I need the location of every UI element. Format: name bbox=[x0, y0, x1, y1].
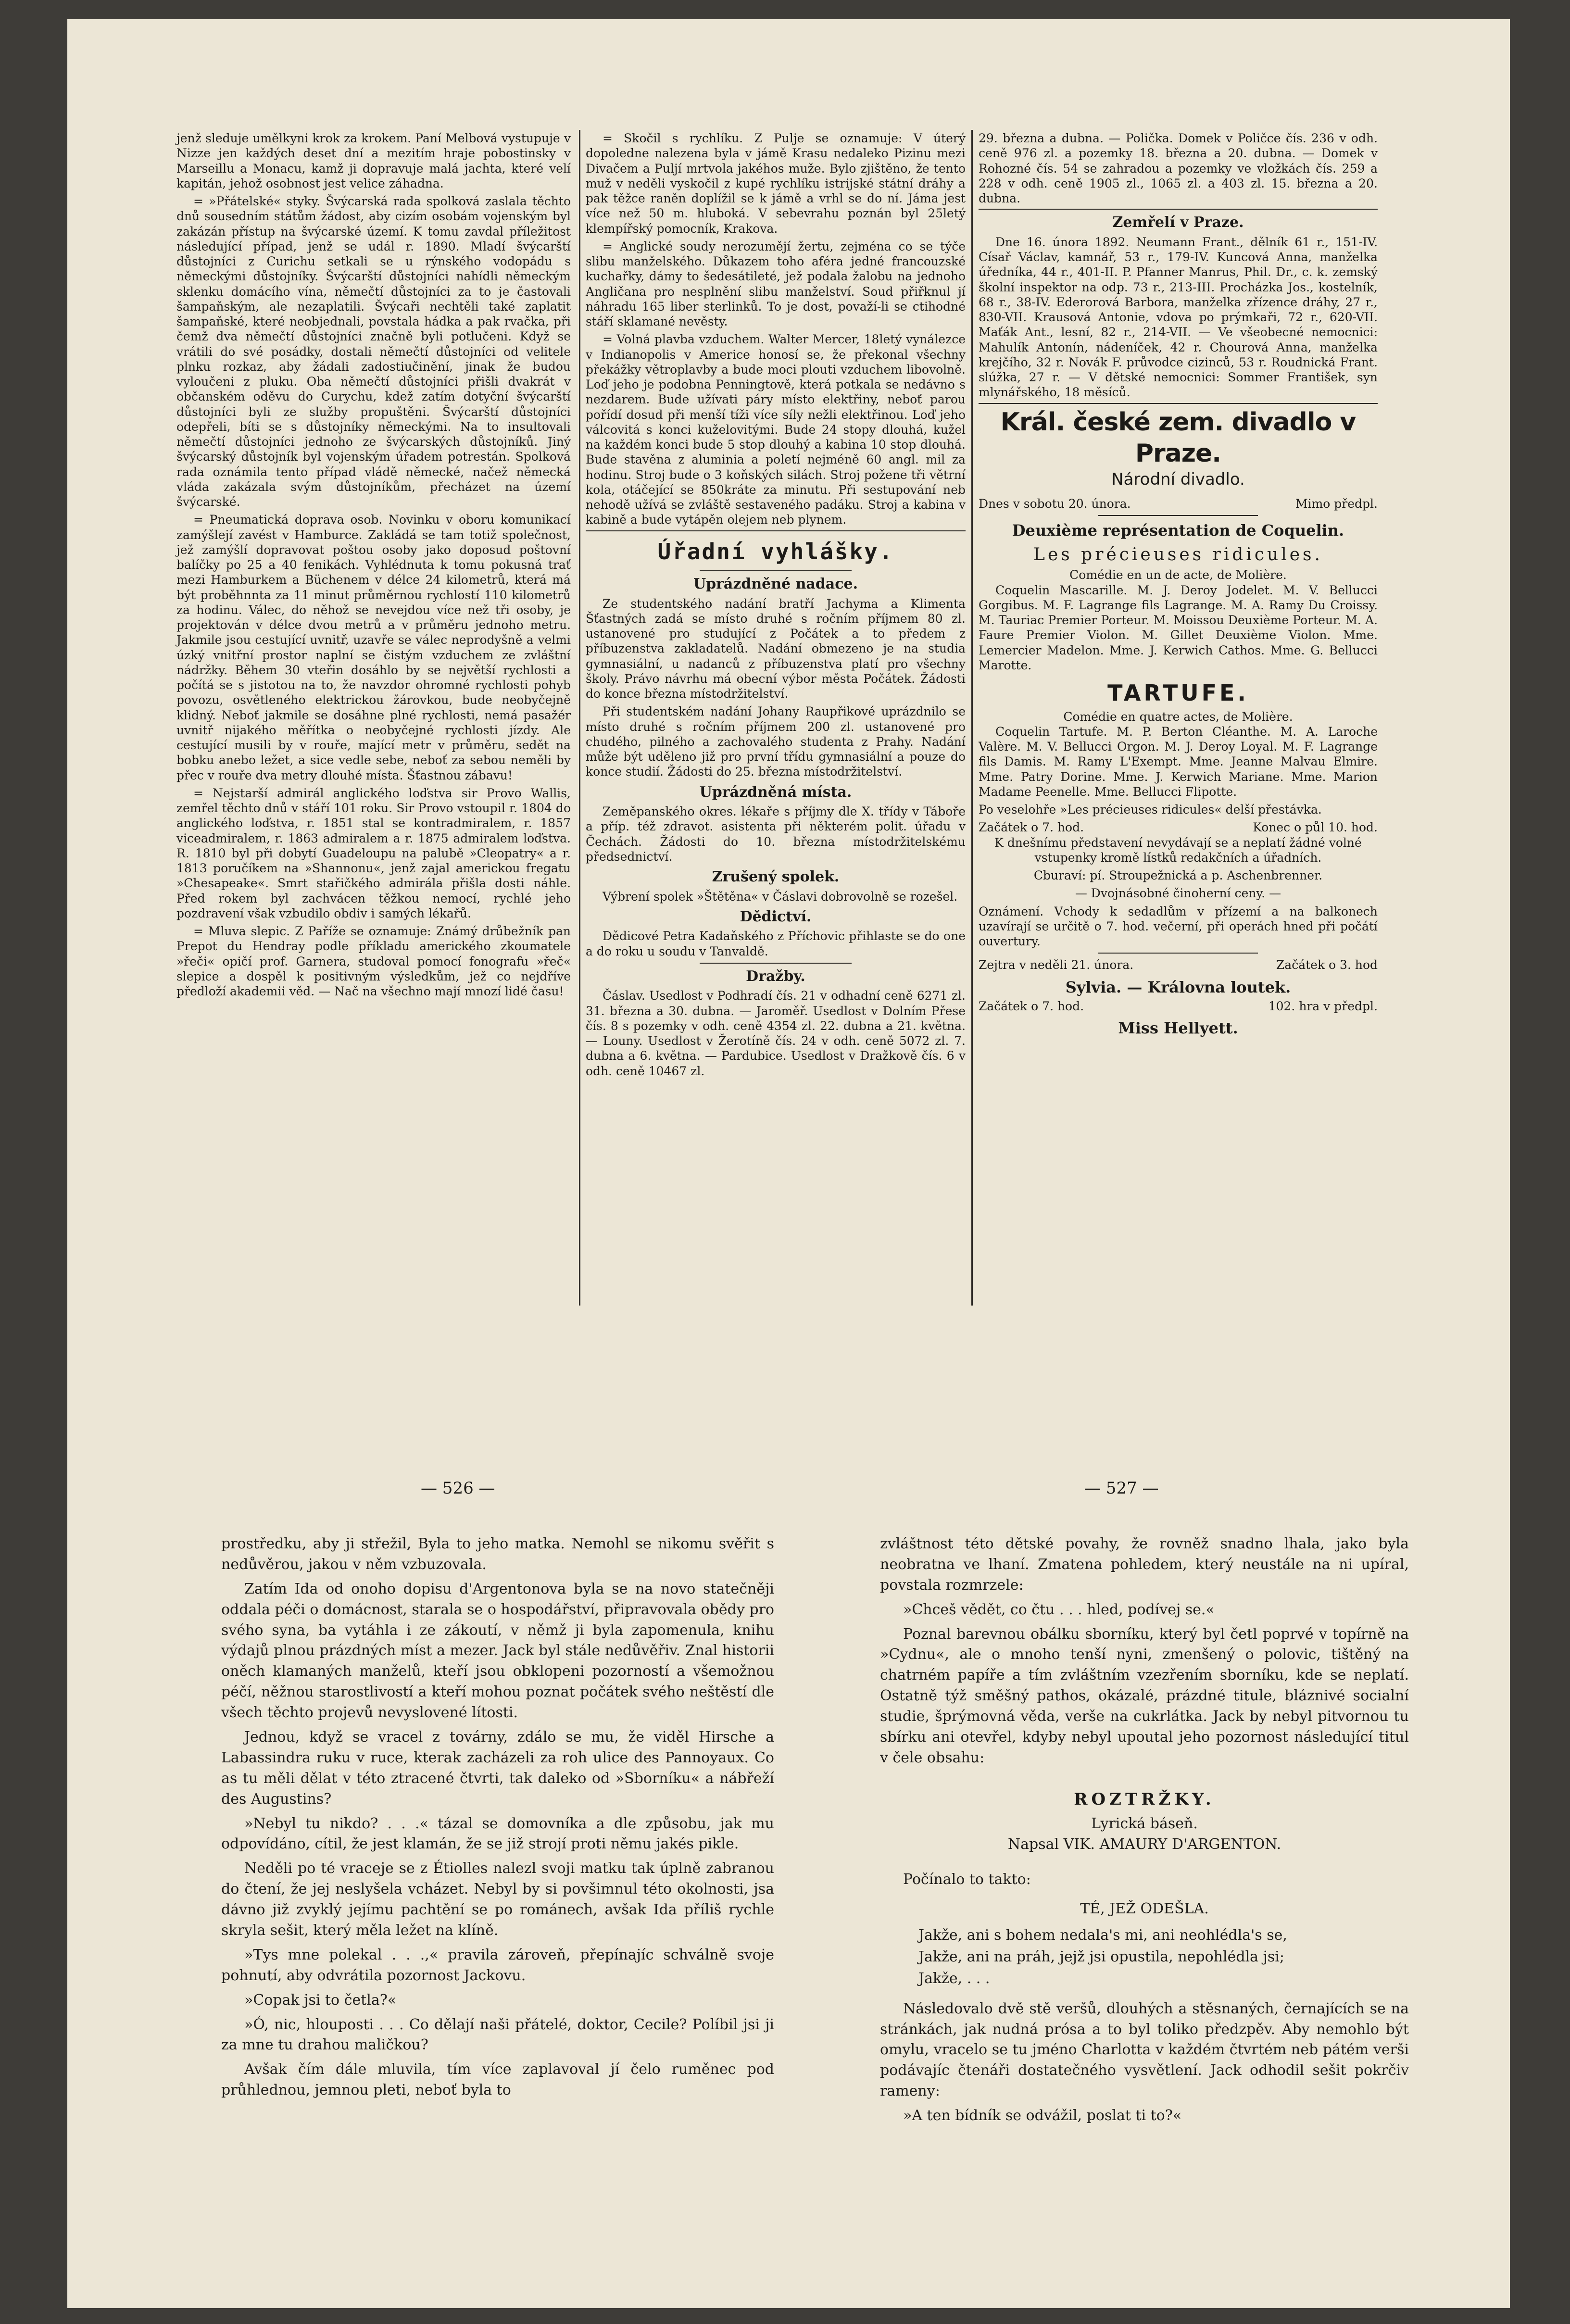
play-title: Les précieuses ridicules. bbox=[1033, 545, 1323, 565]
novel-paragraph: Následovalo dvě stě veršů, dlouhých a stěsnaných, černajících se na stránkách, jak nudná prósa a to byl toliko předzpěv. Aby nemohlo být omylu, vracelo se tu jméno Charlotta v každém čtvrtém neb pátém verši podávajíc čtenáři dostatečného vysvětlení. Jack odhodil sešit pokrčiv rameny: bbox=[880, 2000, 1409, 2100]
deaths-list: Dne 16. února 1892. Neumann Frant., dělník 61 r., 151-IV. Císař Václav, kamnář, 53 r., 179-IV. Kuncová Anna, manželka úředníka, 44 r., 401-II. P. Pfanner Manrus, Phil. Dr., c. k. zemský školní inspektor na odp. 73 r., 213-III. Procházka Jos., kostelník, 68 r., 38-IV. Ederorová Barbora, manželka zřízence dráhy, 27 r., 830-VII. Krausová Antonie, vdova po prýmkaři, 72 r., 620-VII. Maťák Ant., lesní, 82 r., 214-VII. — Ve všeobecné nemocnici: Mahulík Antonín, nádeníček, 42 r. Chourová Anna, manželka krejčího, 32 r. Novák F. průvodce cizinců, 53 r. Roudnická Frant. slúžka, 27 r. — V dětské nemocnici: Sommer František, syn mlynářského, 18 měsíců. bbox=[979, 235, 1378, 400]
article-melba: jenž sleduje umělkyni krok za krokem. Paní Melbová vystupuje v Nizze jen každých deset dní a mezitím hraje pobostinsky v Marseillu a Monacu, kamž ji dopravuje malá jachta, které velí kapitán, jehož osobnost jest velice záhadna. bbox=[176, 131, 571, 190]
article-admiral: = Nejstarší admirál anglického loďstva sir Provo Wallis, zemřel těchto dnů v stáří 101 roku. Sir Provo vstoupil r. 1804 do anglického loďstva, r. 1851 stal se kontradmiralem, r. 1857 viceadmiralem, r. 1863 admiralem a r. 1875 admiralem loďstva. R. 1810 byl při dobytí Guadeloupu na palubě »Cleopatry« a r. 1813 poručíkem na »Shannonu«, jenž zajal americkou fregatu »Chesapeake«. Smrt stařičkého admirála přišla dosti náhle. Před rokem byl zachvácen těžkou nemocí, rychlé jeho pozdravení však vzbudilo obdiv i samých lékařů. bbox=[176, 786, 571, 920]
next-play: Sylvia. — Královna loutek. bbox=[1065, 978, 1291, 996]
column-notices-3 bbox=[979, 131, 1378, 1040]
novel-paragraph: Avšak čím dále mluvila, tím více zaplavoval jí čelo ruměnec pod průhlednou, jemnou pleti, neboť byla to bbox=[221, 2061, 774, 2099]
performance-title: Deuxième représentation de Coquelin. bbox=[1012, 521, 1344, 540]
poem-verse: Jakže, ani s bohem nedala's mi, ani neohlédla's se, bbox=[918, 1926, 1287, 1944]
section-title: Uprázdněná místa. bbox=[699, 783, 852, 801]
poem-verse: Jakže, . . . bbox=[918, 1970, 990, 1987]
next-play: Miss Hellyett. bbox=[1118, 1018, 1238, 1037]
novel-paragraph: prostředku, aby ji střežil, Byla to jeho matka. Nemohl se nikomu svěřit s nedůvěrou, jakou v něm vzbuzovala. bbox=[221, 1535, 774, 1573]
play-genre: Comédie en quatre actes, de Molière. bbox=[1063, 709, 1293, 724]
guest-actors: Cburaví: pí. Stroupežnická a p. Aschenbrenner. bbox=[1033, 868, 1323, 882]
start-time: Začátek o 7. hod. bbox=[979, 820, 1084, 835]
official-heading: Úřadní vyhlášky. bbox=[657, 538, 894, 565]
notice-paragraph: Výbrení spolek »Štětěna« v Čáslavi dobrovolně se rozešel. bbox=[603, 889, 958, 904]
section-title: Dražby. bbox=[746, 967, 805, 985]
divider bbox=[1098, 515, 1258, 516]
theatre-subheading: Národní divadlo. bbox=[1111, 469, 1245, 489]
next-evening-subscription: 102. hra v předpl. bbox=[1268, 999, 1378, 1013]
section-title: Dědictví. bbox=[740, 908, 812, 925]
article-train: = Skočil s rychlíku. Z Pulje se oznamuje: V úterý dopoledne nalezena byla v jámě Krasu nedaleko Pizinu mezi Divačem a Puljí mrtvola jakéhos muže. Bylo zjištěno, že tento muž v neděli vyskočil z kupé rychlíku istrijské státní dráhy a pak těžce raněn doplížil se k jámě a vrhl se do ní. Jáma jest více než 50 m. hluboká. V sebevrahu poznán byl 25letý klempířský pomocník, Krakova. bbox=[586, 131, 966, 236]
poem-title: ROZTRŽKY. bbox=[1074, 1789, 1215, 1809]
notice-paragraph: Ze studentského nadání bratří Jachyma a Klimenta Šťastných zadá se místo druhé s ročním příjmem 80 zl. ustanovené pro studující z Počátek a to předem z příbuzenstva zakladatelů. Nadání obmezeno je na studia gymnasiální, u nadanců z příbuzenstva platí pro všechny školy. Právo návrhu má obecní výbor města Počátek. Žádosti do konce března místodržitelství. bbox=[586, 596, 966, 701]
article-pneumatic: = Pneumatická doprava osob. Novinku v oboru komunikací zamýšlejí zavést v Hamburce. Zakládá se tam totiž společnost, jež zamýšlí dopravovat poštou osoby jako doposud poštovní balíčky po 25 a 40 fenikách. Vyhlédnuta k tomu pokusná trať mezi Hamburkem a Büchenem v délce 24 kilometrů, která má být proběhnnta za 11 minut průměrnou rychlostí 110 kilometrů za hodinu. Válec, do něhož se nevejdou více než tři osoby, je projektován v délce dvou metrů a v průměru jednoho metru. Jakmile jsou cestující uvnitř, uzavře se válec neprodyšně a velmi úzký vnitřní prostor naplní se čistým vzduchem ze zvláštní nádržky. Během 30 vteřin dosáhlo by se největší rychlosti a počítá se s jistotou na to, že navzdor ohromné rychlosti pohyb povozu, osvětleného elektrickou žárovkou, bude neobyčejně klidný. Neboť jakmile se dosáhne plné rychlosti, nemá pasažér uvnitř nijakého měřítka o neobyčejné rychlosti jízdy. Ale cestující musili by v rouře, mající metr v průměru, sedět na bobku anebo ležet, a sice vedle sebe, neboť za sebou neměli by přec v rouře dva metry dlouhé místa. Šťastnou zábavu! bbox=[176, 513, 571, 782]
poem-verse: Jakže, ani na práh, jejž jsi opustila, nepohlédla jsi; bbox=[918, 1948, 1284, 1965]
novel-page-right bbox=[880, 1534, 1409, 2130]
novel-paragraph: Jednou, když se vracel z továrny, zdálo se mu, že viděl Hirsche a Labassindra ruku v ruce, kterak zacházeli za roh ulice des Pannoyaux. Co as tu měli dělat v této ztracené čtvrti, tak daleko od »Sborníku« a nábřeží des Augustins? bbox=[221, 1729, 774, 1808]
novel-paragraph: Zatím Ida od onoho dopisu d'Argentonova byla se na novo statečněji oddala péči o domácnost, starala se o hospodářství, připravovala obědy pro svého syna, ba vytáhla i ze zákoutí, v němž ji byla zapomenula, knihu výdajů plnou prázdných míst a mezer. Jack byl stále nedůvěřiv. Znal historii oněch klamaných manželů, kteří jsou obklopeni pozorností a všemožnou péčí, něžnou starostlivostí a kteří mohou poznat počátek svého neštěstí dle všech těchto projevů nevyslovené lítosti. bbox=[221, 1580, 774, 1721]
section-title: Uprázdněné nadace. bbox=[693, 576, 858, 592]
notice-paragraph: Čáslav. Usedlost v Podhradí čís. 21 v odhadní ceně 6271 zl. 31. března a 30. dubna. — Jaroměř. Usedlost v Dolním Přese čís. 8 s pozemky v odh. ceně 4354 zl. 22. dubna a 21. května. — Louny. Usedlost v Žerotíně čís. 24 v odh. ceně 5072 zl. 7. dubna a 6. května. — Pardubice. Usedlost v Dražkově čís. 6 v odh. ceně 10467 zl. bbox=[586, 989, 966, 1078]
section-title: Zrušený spolek. bbox=[712, 868, 840, 885]
play-cast: Coquelin Tartufe. M. P. Berton Cléanthe. M. A. Laroche Valère. M. V. Bellucci Orgon. M. J. Deroy Loyal. M. F. Lagrange fils Damis. M. Ramy L'Exempt. Mme. Jeanne Malvau Elmire. Mme. Patry Dorine. Mme. J. Kerwich Mariane. Mme. Marion Madame Peenelle. Mme. Bellucci Flipotte. bbox=[979, 724, 1378, 799]
start-row bbox=[979, 820, 1378, 835]
poem-subtitle: Lyrická báseň. bbox=[1091, 1815, 1198, 1833]
novel-paragraph: Neděli po té vraceje se z Étiolles nalezl svoji matku tak úplně zabranou do čtení, že jej neslyšela vcházet. Nebyl by si povšimnul této okolnosti, jsa dávno již zvyklý jejímu pachtění se po románech, avšak Ida příliš rychle skryla sešit, který měla ležet na klíně. bbox=[221, 1860, 774, 1939]
theatre-heading: Král. české zem. divadlo v Praze. bbox=[1000, 407, 1356, 468]
notice-paragraph: Při studentském nadání Johany Raupřikové uprázdnilo se místo druhé s ročním příjmem 200 zl. ustanovené pro chudého, pilného a zachovalého studenta z Prahy. Nadání může být uděleno již pro první třídu gymnasiální a pouze do konce studií. Žádosti do 25. března místodržitelství. bbox=[586, 704, 966, 779]
novel-paragraph: Poznal barevnou obálku sborníku, který byl četl poprvé v topírně na »Cydnu«, ale o mnoho tenší nyni, zmenšený o polovic, tištěný na chatrném papíře a tím zvláštním vzezřením sborníku, kde se neplatí. Ostatně týž směšný pathos, okázalé, prázdné titule, bláznivé socialní studie, šprýmovná věda, verše na cukrlátka. Jack by nebyl pitvornou tu sbírku ani otevřel, kdyby nebyl upoutal jeho pozornost následující titul v čele obsahu: bbox=[880, 1625, 1409, 1766]
play-genre: Comédie en un de acte, de Molière. bbox=[1069, 568, 1287, 582]
play-cast: Coquelin Mascarille. M. J. Deroy Jodelet. M. V. Bellucci Gorgibus. M. F. Lagrange fils Lagrange. M. A. Ramy Du Croissy. M. Tauriac Premier Porteur. M. Moissou Deuxième Porteur. M. A. Faure Premier Violon. M. Gillet Deuxième Violon. Mme. Lemercier Madelon. Mme. J. Kerwich Cathos. Mme. G. Bellucci Marotte. bbox=[979, 583, 1378, 672]
next-evening-start: Začátek o 7. hod. bbox=[979, 999, 1084, 1013]
article-hens: = Mluva slepic. Z Paříže se oznamuje: Známý drůbežník pan Prepot du Hendray podle příkladu amerického zkoumatele »řeči« opičí prof. Garnera, studoval pomocí fonografu »řeč« slepice a dospěl k positivným výsledkům, jež co nejdříve předloží akademii věd. — Nač na všechno mají mnozí lidé času! bbox=[176, 924, 571, 998]
novel-paragraph: »Nebyl tu nikdo? . . .« tázal se domovníka a dle způsobu, jak mu odpovídáno, cítil, že jest klamán, že se již strojí proti němu jakés pikle. bbox=[221, 1815, 774, 1853]
end-time: Konec o půl 10. hod. bbox=[1253, 820, 1378, 835]
poem-part-title: TÉ, JEŽ ODEŠLA. bbox=[1080, 1900, 1209, 1918]
novel-paragraph: »Tys mne polekal . . .,« pravila zároveň, přepínajíc schválně svoje pohnutí, aby odvrátila pozornost Jackovu. bbox=[221, 1946, 774, 1984]
column-news-2 bbox=[586, 131, 966, 1081]
column-divider bbox=[971, 130, 973, 1306]
next-start: Začátek o 3. hod bbox=[1276, 958, 1378, 972]
article-swiss: = »Přátelské« styky. Švýcarská rada spolková zaslala těchto dnů sousedním státům žádost, aby cizím osobám vojenským byl zakázán přístup na švýcarské území. K tomu zavdal příležitost následující případ, jenž se udál r. 1890. Mladí švýcarští důstojníci z Curichu setkali se u rýnského vodopádu s německými důstojníky. Švýcarští důstojníci nahídli německým sklenku domácího vína, němečtí důstojníci za to je častovali šampaňským, ale nezaplatili. Švýcaři nechtěli také zaplatit šampaňské, které neobjednali, povstala hádka a pak rvačka, při čemž dva němečtí důstojníci značně byli potlučeni. Když se vrátili do své posádky, dostali němečtí důstojníci od velitele plnku rozkaz, aby žádali zadostiučinění, jinak že budou vyloučeni z pluku. Oba němečtí důstojníci přišli dvakrát v občanském oděvu do Curychu, kdež zatím dotyční švýcarští důstojníci byli ze služby propuštěni. Švýcarští důstojníci odepřeli, bíti se s důstojníky německými. Na to insultovali němečtí důstojníci jednoho ze švýcarských důstojníků. Jiný švýcarský důstojník byl vojenským úřadem potrestán. Spolková rada oznámila tento případ vládě německé, načež německá vláda zakázala svým důstojníkům, přecházet na území švýcarské. bbox=[176, 194, 571, 509]
novel-paragraph: »Ó, nic, hlouposti . . . Co dělají naši přátelé, doktor, Cecile? Políbil jsi ji za mne tu drahou maličkou? bbox=[221, 2016, 774, 2054]
poem-author: Napsal VIK. AMAURY D'ARGENTON. bbox=[1007, 1836, 1281, 1853]
entrance-notice: Oznámení. Vchody k sedadlům v přízemí a na balkonech uzavírají se určitě o 7. hod. večerní, při operách hned při počátí ouvertury. bbox=[979, 904, 1378, 948]
novel-paragraph: zvláštnost této dětské povahy, že rovněž snadno lhala, jako byla neobratna ve lhaní. Zmatena pohledem, který neustále na ni upíral, povstala rozmrzele: bbox=[880, 1535, 1409, 1594]
divider bbox=[700, 963, 852, 964]
theatre-date-row bbox=[979, 496, 1378, 511]
column-news-1 bbox=[176, 131, 571, 1002]
novel-paragraph: »Chceš vědět, co čtu . . . hled, podívej se.« bbox=[903, 1601, 1215, 1618]
theatre-subscription: Mimo předpl. bbox=[1295, 497, 1378, 511]
divider bbox=[979, 403, 1378, 404]
divider bbox=[700, 570, 852, 571]
divider bbox=[1098, 953, 1258, 954]
interval-note: Po veselohře »Les précieuses ridicules« delší přestávka. bbox=[979, 803, 1322, 817]
next-date: Zejtra v neděli 21. února. bbox=[979, 958, 1134, 972]
novel-paragraph: »Copak jsi to četla?« bbox=[244, 1991, 397, 2009]
column-divider bbox=[579, 130, 580, 1306]
deaths-heading: Zemřelí v Praze. bbox=[1112, 214, 1244, 231]
next-day-row bbox=[979, 957, 1378, 972]
poem-intro: Počínalo to takto: bbox=[903, 1871, 1031, 1888]
divider bbox=[979, 209, 1378, 210]
article-courts: = Anglické soudy nerozumějí žertu, zejména co se týče slibu manželského. Důkazem toho aféra jedné francouzské kuchařky, dámy to šedesátileté, jež podala žalobu na jednoho Angličana pro nesplnění slibu manželství. Soud přiřknul jí náhradu 165 liber sterlinků. To je dost, považí-li se ctihodné stáří sklamané nevěsty. bbox=[586, 239, 966, 328]
price-note: — Dvojnásobné činoherní ceny. — bbox=[1075, 886, 1281, 901]
divider bbox=[586, 530, 966, 531]
next-evening-row bbox=[979, 999, 1378, 1014]
theatre-date: Dnes v sobotu 20. února. bbox=[979, 497, 1131, 511]
novel-paragraph: »A ten bídník se odvážil, poslat ti to?« bbox=[903, 2107, 1182, 2124]
novel-page-left bbox=[221, 1534, 774, 2105]
ticket-notice: K dnešnímu představení nevydávají se a neplatí žádné volné vstupenky kromě lístků redakčních a úřadních. bbox=[994, 835, 1362, 865]
page-number-right: — 527 — bbox=[1084, 1479, 1159, 1498]
article-airship: = Volná plavba vzduchem. Walter Mercer, 18letý vynálezce v Indianopolis v Americe honosí se, že překonal všechny překážky větroplavby a bude moci plouti vzduchem libovolně. Loď jeho je podobna Penningtově, která potkala se nedávno s nezdarem. Bude užívati páry místo elektřiny, neboť parou pořídí dosud při menší tíži více síly nežli elektřinou. Loď jeho válcovitá s konci kuželovitými. Bude 24 stopy dlouhá, kužel na každém konci bude 5 stop dlouhý a kabina 10 stop dlouhá. Bude stavěna z aluminia a poletí nejméně 60 angl. mil za hodinu. Stroj bude o 3 koňských silách. Stroj požene tři větrní kola, otáčející se 850kráte za minutu. Při sestupování neb nehodě užívá se zvláště sestaveného padáku. Stroj a kabina v kabině a bude vytápěn olejem neb plynem. bbox=[586, 332, 966, 527]
page-number-left: — 526 — bbox=[421, 1479, 495, 1498]
notice-paragraph: Zeměpanského okres. lékaře s příjmy dle X. třídy v Táboře a příp. též zdravot. asistenta při některém polit. úřadu v Čechách. Žádosti do 10. března místodržitelskému předsednictví. bbox=[586, 804, 966, 864]
notice-paragraph: Dědicové Petra Kadaňského z Příchovic přihlaste se do one a do roku u soudu v Tanvaldě. bbox=[586, 929, 966, 958]
auction-continuation: 29. března a dubna. — Polička. Domek v Poličce čís. 236 v odh. ceně 976 zl. a pozemky 18. března a 20. dubna. — Domek v Rohozné čís. 54 se zahradou a pozemky ve vložkách čís. 259 a 228 v odh. ceně 1905 zl., 1065 zl. a 403 zl. 15. března a 20. dubna. bbox=[979, 131, 1378, 205]
newspaper-page bbox=[67, 19, 1510, 2308]
play-title: TARTUFE. bbox=[1107, 680, 1249, 706]
